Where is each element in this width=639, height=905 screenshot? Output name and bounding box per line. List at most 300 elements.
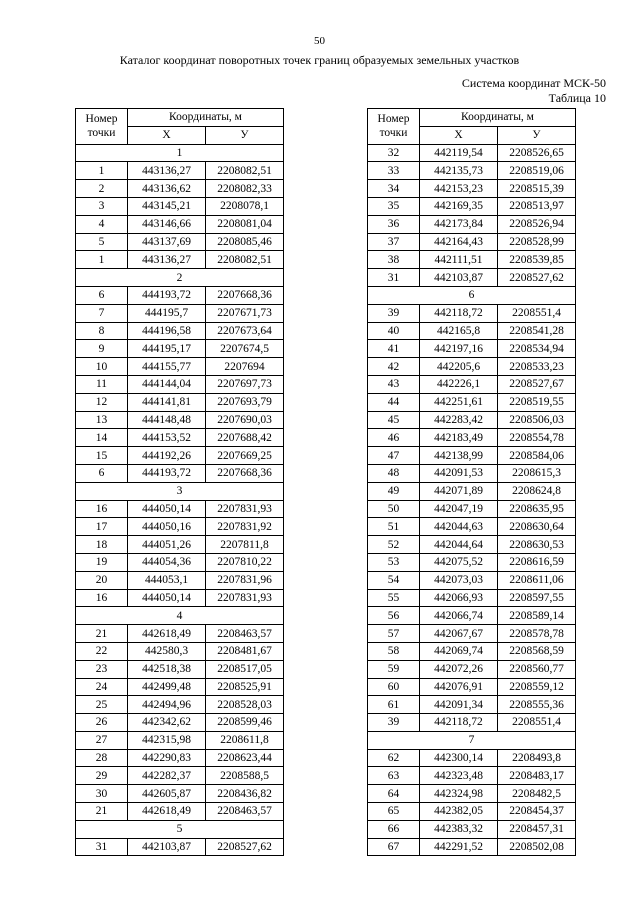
point-number-cell: 21: [76, 803, 128, 821]
point-number-cell: 38: [368, 251, 420, 269]
y-coordinate-cell: 2207693,79: [206, 393, 284, 411]
point-number-cell: 65: [368, 803, 420, 821]
x-header: X: [128, 126, 206, 144]
x-coordinate-cell: 442044,64: [420, 536, 498, 554]
x-coordinate-cell: 444050,14: [128, 589, 206, 607]
point-number-cell: 39: [368, 714, 420, 732]
table-row: [76, 375, 284, 393]
x-coordinate-cell: 443136,27: [128, 251, 206, 269]
table-row: [368, 803, 576, 821]
y-coordinate-cell: 2208555,36: [498, 696, 576, 714]
point-number-header-line2: точки: [87, 127, 116, 140]
x-coordinate-cell: 442173,84: [420, 215, 498, 233]
point-number-cell: 23: [76, 660, 128, 678]
y-coordinate-cell: 2207688,42: [206, 429, 284, 447]
table-row: [76, 464, 284, 482]
x-coordinate-cell: 442499,48: [128, 678, 206, 696]
point-number-cell: 2: [76, 180, 128, 198]
point-number-cell: 58: [368, 642, 420, 660]
page-number: 50: [314, 35, 325, 47]
x-coordinate-cell: 442283,42: [420, 411, 498, 429]
x-coordinate-cell: 442226,1: [420, 375, 498, 393]
section-row: [76, 607, 284, 625]
table-row: [368, 696, 576, 714]
y-coordinate-cell: 2207690,03: [206, 411, 284, 429]
table-row: [76, 571, 284, 589]
point-number-cell: 51: [368, 518, 420, 536]
y-coordinate-cell: 2208630,53: [498, 536, 576, 554]
table-row: [368, 838, 576, 856]
x-coordinate-cell: 442183,49: [420, 429, 498, 447]
table-row: [368, 660, 576, 678]
coordinates-table-left: [75, 108, 284, 856]
x-coordinate-cell: 444141,81: [128, 393, 206, 411]
table-row: [76, 678, 284, 696]
table-row: [368, 589, 576, 607]
y-coordinate-cell: 2208513,97: [498, 197, 576, 215]
point-number-cell: 9: [76, 340, 128, 358]
y-coordinate-cell: 2207673,64: [206, 322, 284, 340]
y-coordinate-cell: 2208481,67: [206, 642, 284, 660]
point-number-cell: 15: [76, 447, 128, 465]
y-coordinate-cell: 2208525,91: [206, 678, 284, 696]
y-coordinate-cell: 2208559,12: [498, 678, 576, 696]
y-coordinate-cell: 2208527,67: [498, 375, 576, 393]
y-coordinate-cell: 2208082,51: [206, 251, 284, 269]
x-coordinate-cell: 443136,27: [128, 162, 206, 180]
point-number-cell: 3: [76, 197, 128, 215]
y-coordinate-cell: 2207831,96: [206, 571, 284, 589]
table-row: [76, 714, 284, 732]
y-coordinate-cell: 2208483,17: [498, 767, 576, 785]
table-row: [368, 553, 576, 571]
point-number-cell: 17: [76, 518, 128, 536]
y-coordinate-cell: 2208589,14: [498, 607, 576, 625]
x-coordinate-cell: 442342,62: [128, 714, 206, 732]
x-coordinate-cell: 442069,74: [420, 642, 498, 660]
table-row: [76, 731, 284, 749]
y-coordinate-cell: 2208611,8: [206, 731, 284, 749]
x-coordinate-cell: 444148,48: [128, 411, 206, 429]
table-row: [76, 322, 284, 340]
x-coordinate-cell: 442618,49: [128, 625, 206, 643]
document-title: Каталог координат поворотных точек границ образуемых земельных участков: [119, 53, 520, 67]
x-coordinate-cell: 442091,34: [420, 696, 498, 714]
table-row: [76, 197, 284, 215]
x-coordinate-cell: 442111,51: [420, 251, 498, 269]
table-row: [368, 678, 576, 696]
point-number-cell: 41: [368, 340, 420, 358]
x-coordinate-cell: 442047,19: [420, 500, 498, 518]
y-coordinate-cell: 2208528,99: [498, 233, 576, 251]
point-number-header: [368, 109, 420, 145]
y-coordinate-cell: 2208630,64: [498, 518, 576, 536]
section-number: 4: [76, 607, 284, 625]
x-coordinate-cell: 444192,26: [128, 447, 206, 465]
x-coordinate-cell: 442067,67: [420, 625, 498, 643]
point-number-cell: 6: [76, 286, 128, 304]
x-coordinate-cell: 442382,05: [420, 803, 498, 821]
table-row: [368, 322, 576, 340]
x-coordinate-cell: 442165,8: [420, 322, 498, 340]
y-coordinate-cell: 2208554,78: [498, 429, 576, 447]
table-row: [368, 233, 576, 251]
coordinates-header: Координаты, м: [420, 109, 576, 127]
y-coordinate-cell: 2208599,46: [206, 714, 284, 732]
table-body-right: [368, 144, 576, 856]
point-number-cell: 19: [76, 553, 128, 571]
table-row: [76, 393, 284, 411]
x-coordinate-cell: 442315,98: [128, 731, 206, 749]
point-number-cell: 36: [368, 215, 420, 233]
y-coordinate-cell: 2208615,3: [498, 464, 576, 482]
section-row: [76, 269, 284, 287]
table-row: [368, 251, 576, 269]
y-coordinate-cell: 2208457,31: [498, 820, 576, 838]
y-coordinate-cell: 2208616,59: [498, 553, 576, 571]
table-row: [368, 767, 576, 785]
x-coordinate-cell: 444193,72: [128, 464, 206, 482]
y-coordinate-cell: 2208533,23: [498, 358, 576, 376]
x-coordinate-cell: 442153,23: [420, 180, 498, 198]
point-number-cell: 7: [76, 304, 128, 322]
coordinate-system-label: Система координат МСК-50: [461, 76, 606, 90]
table-row: [76, 180, 284, 198]
table-row: [368, 162, 576, 180]
x-coordinate-cell: 442119,54: [420, 144, 498, 162]
y-coordinate-cell: 2208551,4: [498, 714, 576, 732]
table-row: [76, 411, 284, 429]
point-number-cell: 33: [368, 162, 420, 180]
table-row: [76, 304, 284, 322]
x-coordinate-cell: 442518,38: [128, 660, 206, 678]
x-coordinate-cell: 442494,96: [128, 696, 206, 714]
point-number-cell: 66: [368, 820, 420, 838]
y-coordinate-cell: 2207668,36: [206, 286, 284, 304]
point-number-cell: 39: [368, 304, 420, 322]
x-coordinate-cell: 443145,21: [128, 197, 206, 215]
table-row: [368, 820, 576, 838]
x-coordinate-cell: 444050,14: [128, 500, 206, 518]
table-row: [76, 589, 284, 607]
x-coordinate-cell: 442073,03: [420, 571, 498, 589]
table-row: [368, 642, 576, 660]
table-row: [76, 536, 284, 554]
section-number: 3: [76, 482, 284, 500]
point-number-cell: 1: [76, 162, 128, 180]
x-coordinate-cell: 442118,72: [420, 714, 498, 732]
section-number: 5: [76, 820, 284, 838]
x-coordinate-cell: 442618,49: [128, 803, 206, 821]
x-coordinate-cell: 442076,91: [420, 678, 498, 696]
point-number-cell: 63: [368, 767, 420, 785]
x-coordinate-cell: 442580,3: [128, 642, 206, 660]
table-row: [368, 144, 576, 162]
y-coordinate-cell: 2208560,77: [498, 660, 576, 678]
table-row: [368, 625, 576, 643]
x-coordinate-cell: 442103,87: [128, 838, 206, 856]
y-coordinate-cell: 2208519,06: [498, 162, 576, 180]
point-number-cell: 14: [76, 429, 128, 447]
y-coordinate-cell: 2208493,8: [498, 749, 576, 767]
table-row: [76, 233, 284, 251]
section-number: 7: [368, 731, 576, 749]
table-row: [76, 553, 284, 571]
table-row: [76, 642, 284, 660]
point-number-cell: 25: [76, 696, 128, 714]
y-coordinate-cell: 2208082,51: [206, 162, 284, 180]
section-row: [76, 144, 284, 162]
table-row: [368, 429, 576, 447]
table-body-left: [76, 144, 284, 856]
table-row: [368, 180, 576, 198]
point-number-cell: 16: [76, 500, 128, 518]
section-row: [368, 731, 576, 749]
x-coordinate-cell: 442169,35: [420, 197, 498, 215]
table-row: [76, 518, 284, 536]
x-coordinate-cell: 444196,58: [128, 322, 206, 340]
point-number-cell: 55: [368, 589, 420, 607]
table-row: [368, 500, 576, 518]
table-row: [368, 447, 576, 465]
table-row: [368, 482, 576, 500]
table-row: [76, 767, 284, 785]
y-coordinate-cell: 2208541,28: [498, 322, 576, 340]
point-number-cell: 16: [76, 589, 128, 607]
x-coordinate-cell: 444153,52: [128, 429, 206, 447]
x-coordinate-cell: 443136,62: [128, 180, 206, 198]
y-coordinate-cell: 2208085,46: [206, 233, 284, 251]
x-header: X: [420, 126, 498, 144]
y-coordinate-cell: 2208506,03: [498, 411, 576, 429]
y-coordinate-cell: 2207810,22: [206, 553, 284, 571]
y-coordinate-cell: 2208623,44: [206, 749, 284, 767]
point-number-cell: 45: [368, 411, 420, 429]
x-coordinate-cell: 442197,16: [420, 340, 498, 358]
y-coordinate-cell: 2208463,57: [206, 625, 284, 643]
y-coordinate-cell: 2208482,5: [498, 785, 576, 803]
x-coordinate-cell: 444195,17: [128, 340, 206, 358]
y-coordinate-cell: 2207831,93: [206, 500, 284, 518]
y-coordinate-cell: 2208597,55: [498, 589, 576, 607]
y-coordinate-cell: 2207668,36: [206, 464, 284, 482]
y-coordinate-cell: 2208568,59: [498, 642, 576, 660]
point-number-cell: 50: [368, 500, 420, 518]
point-number-cell: 30: [76, 785, 128, 803]
section-row: [76, 820, 284, 838]
x-coordinate-cell: 442205,6: [420, 358, 498, 376]
point-number-cell: 10: [76, 358, 128, 376]
section-row: [76, 482, 284, 500]
y-coordinate-cell: 2207811,8: [206, 536, 284, 554]
y-coordinate-cell: 2208527,62: [498, 269, 576, 287]
point-number-cell: 1: [76, 251, 128, 269]
x-coordinate-cell: 443146,66: [128, 215, 206, 233]
point-number-cell: 46: [368, 429, 420, 447]
table-row: [368, 197, 576, 215]
y-coordinate-cell: 2208081,04: [206, 215, 284, 233]
point-number-cell: 44: [368, 393, 420, 411]
y-coordinate-cell: 2208517,05: [206, 660, 284, 678]
table-row: [76, 696, 284, 714]
y-header: У: [206, 126, 284, 144]
table-row: [76, 803, 284, 821]
point-number-cell: 67: [368, 838, 420, 856]
table-row: [368, 304, 576, 322]
point-number-cell: 27: [76, 731, 128, 749]
point-number-cell: 31: [368, 269, 420, 287]
x-coordinate-cell: 442138,99: [420, 447, 498, 465]
table-row: [368, 536, 576, 554]
table-row: [368, 518, 576, 536]
point-number-cell: 12: [76, 393, 128, 411]
x-coordinate-cell: 442383,32: [420, 820, 498, 838]
y-coordinate-cell: 2208635,95: [498, 500, 576, 518]
x-coordinate-cell: 442044,63: [420, 518, 498, 536]
y-coordinate-cell: 2208454,37: [498, 803, 576, 821]
y-coordinate-cell: 2207671,73: [206, 304, 284, 322]
point-number-cell: 64: [368, 785, 420, 803]
x-coordinate-cell: 442071,89: [420, 482, 498, 500]
x-coordinate-cell: 442300,14: [420, 749, 498, 767]
table-row: [76, 500, 284, 518]
table-row: [76, 660, 284, 678]
section-number: 6: [368, 286, 576, 304]
x-coordinate-cell: 444051,26: [128, 536, 206, 554]
point-number-cell: 6: [76, 464, 128, 482]
point-number-cell: 5: [76, 233, 128, 251]
point-number-cell: 60: [368, 678, 420, 696]
point-number-cell: 49: [368, 482, 420, 500]
table-row: [76, 447, 284, 465]
y-coordinate-cell: 2208502,08: [498, 838, 576, 856]
x-coordinate-cell: 442291,52: [420, 838, 498, 856]
point-number-cell: 59: [368, 660, 420, 678]
y-coordinate-cell: 2208528,03: [206, 696, 284, 714]
point-number-header-line1: Номер: [85, 113, 118, 126]
x-coordinate-cell: 442072,26: [420, 660, 498, 678]
point-number-cell: 13: [76, 411, 128, 429]
x-coordinate-cell: 444193,72: [128, 286, 206, 304]
y-header: У: [498, 126, 576, 144]
point-number-header-line2: точки: [379, 127, 408, 140]
point-number-cell: 8: [76, 322, 128, 340]
point-number-cell: 26: [76, 714, 128, 732]
point-number-cell: 37: [368, 233, 420, 251]
y-coordinate-cell: 2208515,39: [498, 180, 576, 198]
x-coordinate-cell: 442605,87: [128, 785, 206, 803]
table-row: [368, 607, 576, 625]
x-coordinate-cell: 444144,04: [128, 375, 206, 393]
x-coordinate-cell: 442066,74: [420, 607, 498, 625]
y-coordinate-cell: 2208551,4: [498, 304, 576, 322]
y-coordinate-cell: 2208082,33: [206, 180, 284, 198]
point-number-cell: 53: [368, 553, 420, 571]
table-row: [76, 785, 284, 803]
y-coordinate-cell: 2208436,82: [206, 785, 284, 803]
table-row: [76, 429, 284, 447]
point-number-cell: 21: [76, 625, 128, 643]
point-number-cell: 47: [368, 447, 420, 465]
table-row: [368, 749, 576, 767]
x-coordinate-cell: 442290,83: [128, 749, 206, 767]
point-number-cell: 48: [368, 464, 420, 482]
point-number-cell: 54: [368, 571, 420, 589]
y-coordinate-cell: 2208078,1: [206, 197, 284, 215]
point-number-cell: 34: [368, 180, 420, 198]
x-coordinate-cell: 443137,69: [128, 233, 206, 251]
table-row: [368, 571, 576, 589]
point-number-cell: 11: [76, 375, 128, 393]
y-coordinate-cell: 2208519,55: [498, 393, 576, 411]
section-number: 1: [76, 144, 284, 162]
point-number-cell: 22: [76, 642, 128, 660]
point-number-cell: 61: [368, 696, 420, 714]
y-coordinate-cell: 2208539,85: [498, 251, 576, 269]
table-row: [368, 340, 576, 358]
table-row: [76, 749, 284, 767]
point-number-cell: 32: [368, 144, 420, 162]
x-coordinate-cell: 442164,43: [420, 233, 498, 251]
y-coordinate-cell: 2208526,94: [498, 215, 576, 233]
point-number-cell: 52: [368, 536, 420, 554]
point-number-cell: 56: [368, 607, 420, 625]
y-coordinate-cell: 2208578,78: [498, 625, 576, 643]
y-coordinate-cell: 2207674,5: [206, 340, 284, 358]
table-row: [76, 358, 284, 376]
y-coordinate-cell: 2208526,65: [498, 144, 576, 162]
y-coordinate-cell: 2208588,5: [206, 767, 284, 785]
y-coordinate-cell: 2207831,93: [206, 589, 284, 607]
coordinates-table-right: [367, 108, 576, 856]
y-coordinate-cell: 2208534,94: [498, 340, 576, 358]
x-coordinate-cell: 442075,52: [420, 553, 498, 571]
y-coordinate-cell: 2207697,73: [206, 375, 284, 393]
point-number-cell: 62: [368, 749, 420, 767]
point-number-cell: 43: [368, 375, 420, 393]
coordinates-header: Координаты, м: [128, 109, 284, 127]
table-row: [368, 358, 576, 376]
point-number-cell: 4: [76, 215, 128, 233]
x-coordinate-cell: 442323,48: [420, 767, 498, 785]
table-row: [368, 714, 576, 732]
y-coordinate-cell: 2207694: [206, 358, 284, 376]
point-number-header: [76, 109, 128, 145]
table-row: [368, 393, 576, 411]
point-number-cell: 42: [368, 358, 420, 376]
x-coordinate-cell: 442118,72: [420, 304, 498, 322]
point-number-cell: 57: [368, 625, 420, 643]
point-number-cell: 35: [368, 197, 420, 215]
y-coordinate-cell: 2207831,92: [206, 518, 284, 536]
point-number-cell: 31: [76, 838, 128, 856]
table-row: [368, 785, 576, 803]
point-number-cell: 20: [76, 571, 128, 589]
point-number-cell: 24: [76, 678, 128, 696]
x-coordinate-cell: 442091,53: [420, 464, 498, 482]
x-coordinate-cell: 444054,36: [128, 553, 206, 571]
point-number-cell: 40: [368, 322, 420, 340]
table-row: [76, 162, 284, 180]
x-coordinate-cell: 444050,16: [128, 518, 206, 536]
table-row: [368, 215, 576, 233]
x-coordinate-cell: 442135,73: [420, 162, 498, 180]
point-number-cell: 28: [76, 749, 128, 767]
y-coordinate-cell: 2208624,8: [498, 482, 576, 500]
x-coordinate-cell: 442103,87: [420, 269, 498, 287]
point-number-header-line1: Номер: [377, 113, 410, 126]
point-number-cell: 29: [76, 767, 128, 785]
